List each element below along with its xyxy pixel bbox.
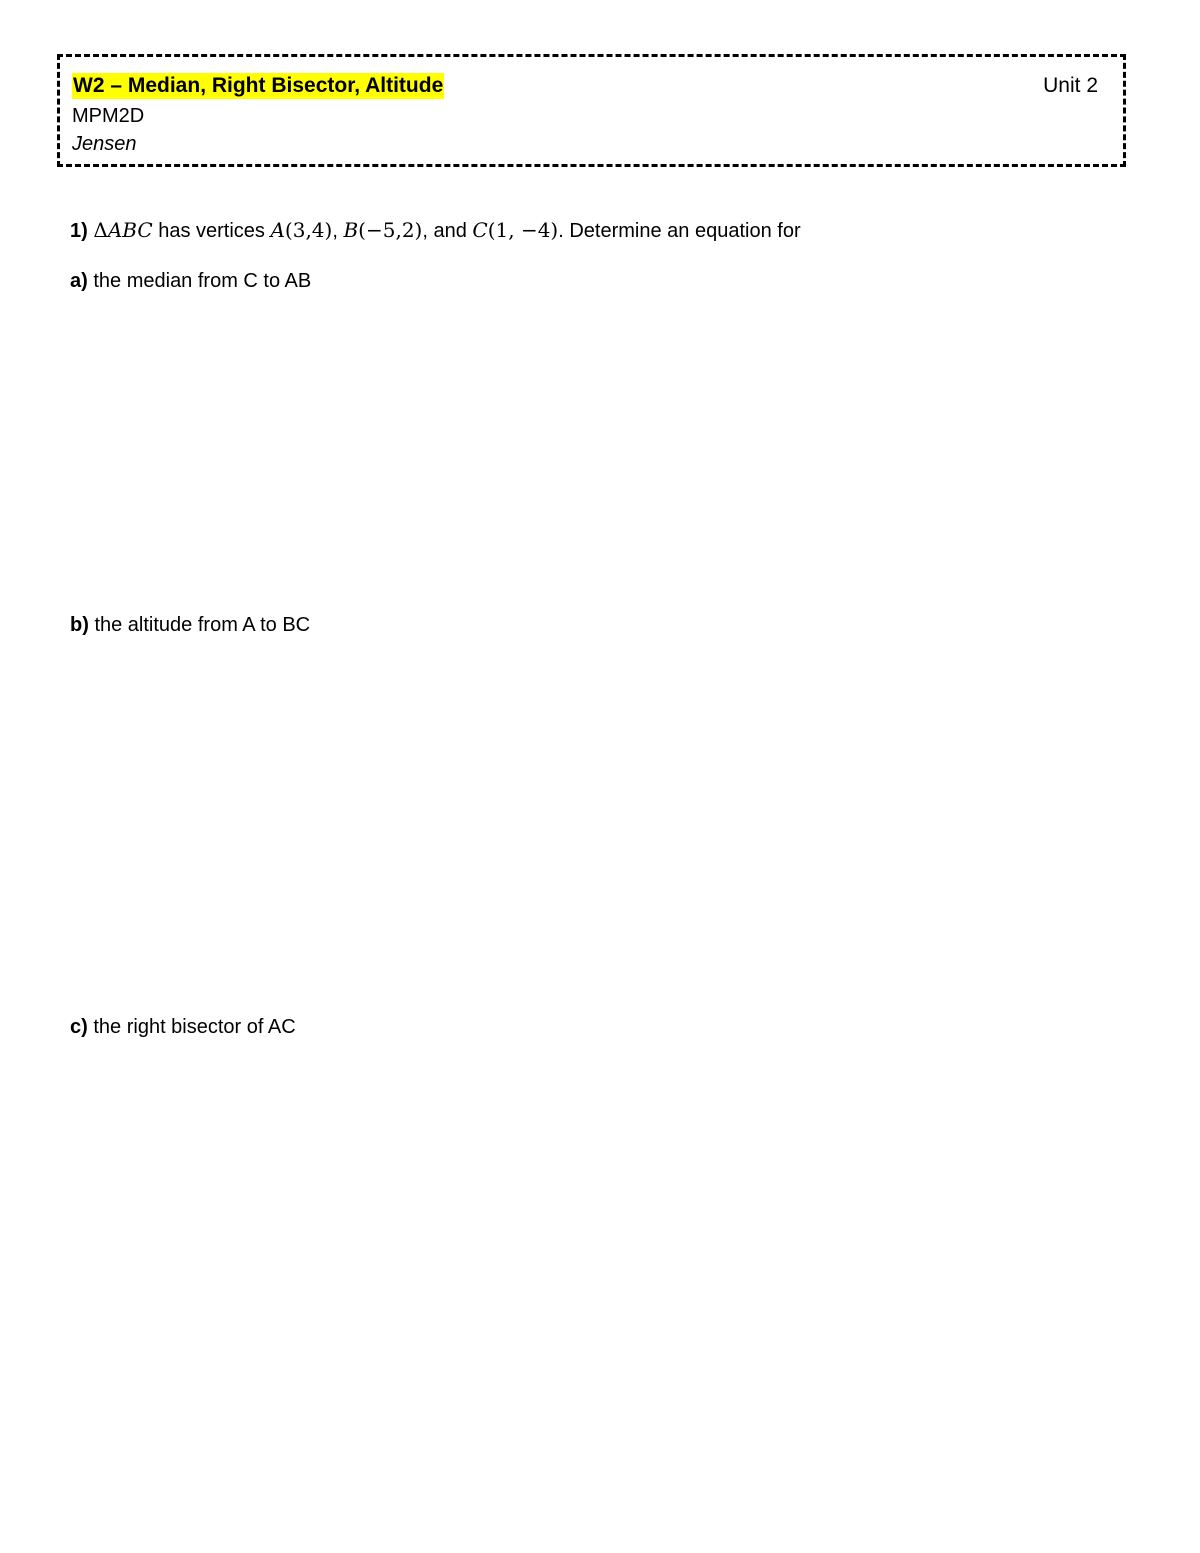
part-a-label: a) [70, 270, 88, 292]
part-b [70, 612, 310, 638]
triangle-name: ABC [107, 218, 153, 242]
separator: , [332, 220, 344, 242]
part-c-text: the right bisector of AC [87, 1016, 296, 1038]
separator: , and [422, 220, 473, 242]
triangle-symbol: Δ [93, 218, 108, 242]
vertex-c-coords: (1, −4) [487, 218, 559, 242]
question-1 [70, 217, 801, 244]
question-number: 1) [70, 220, 88, 242]
part-b-text: the altitude from A to BC [88, 614, 311, 636]
part-c [70, 1014, 296, 1040]
vertex-a-label: A [270, 218, 285, 242]
unit-label: Unit 2 [1043, 74, 1098, 97]
vertex-b-coords: (−5,2) [358, 218, 423, 242]
course-code: MPM2D [72, 105, 145, 127]
vertex-b-label: B [343, 218, 359, 242]
question-text-end: . Determine an equation for [558, 220, 801, 242]
vertex-a-coords: (3,4) [284, 218, 333, 242]
vertex-c-label: C [472, 218, 488, 242]
worksheet-title: W2 – Median, Right Bisector, Altitude [73, 74, 444, 97]
part-c-label: c) [70, 1016, 88, 1038]
part-a [70, 268, 311, 294]
worksheet-header [57, 54, 1126, 167]
teacher-name: Jensen [72, 133, 137, 155]
part-a-text: the median from C to AB [87, 270, 312, 292]
question-text: has vertices [152, 220, 271, 242]
part-b-label: b) [70, 614, 89, 636]
